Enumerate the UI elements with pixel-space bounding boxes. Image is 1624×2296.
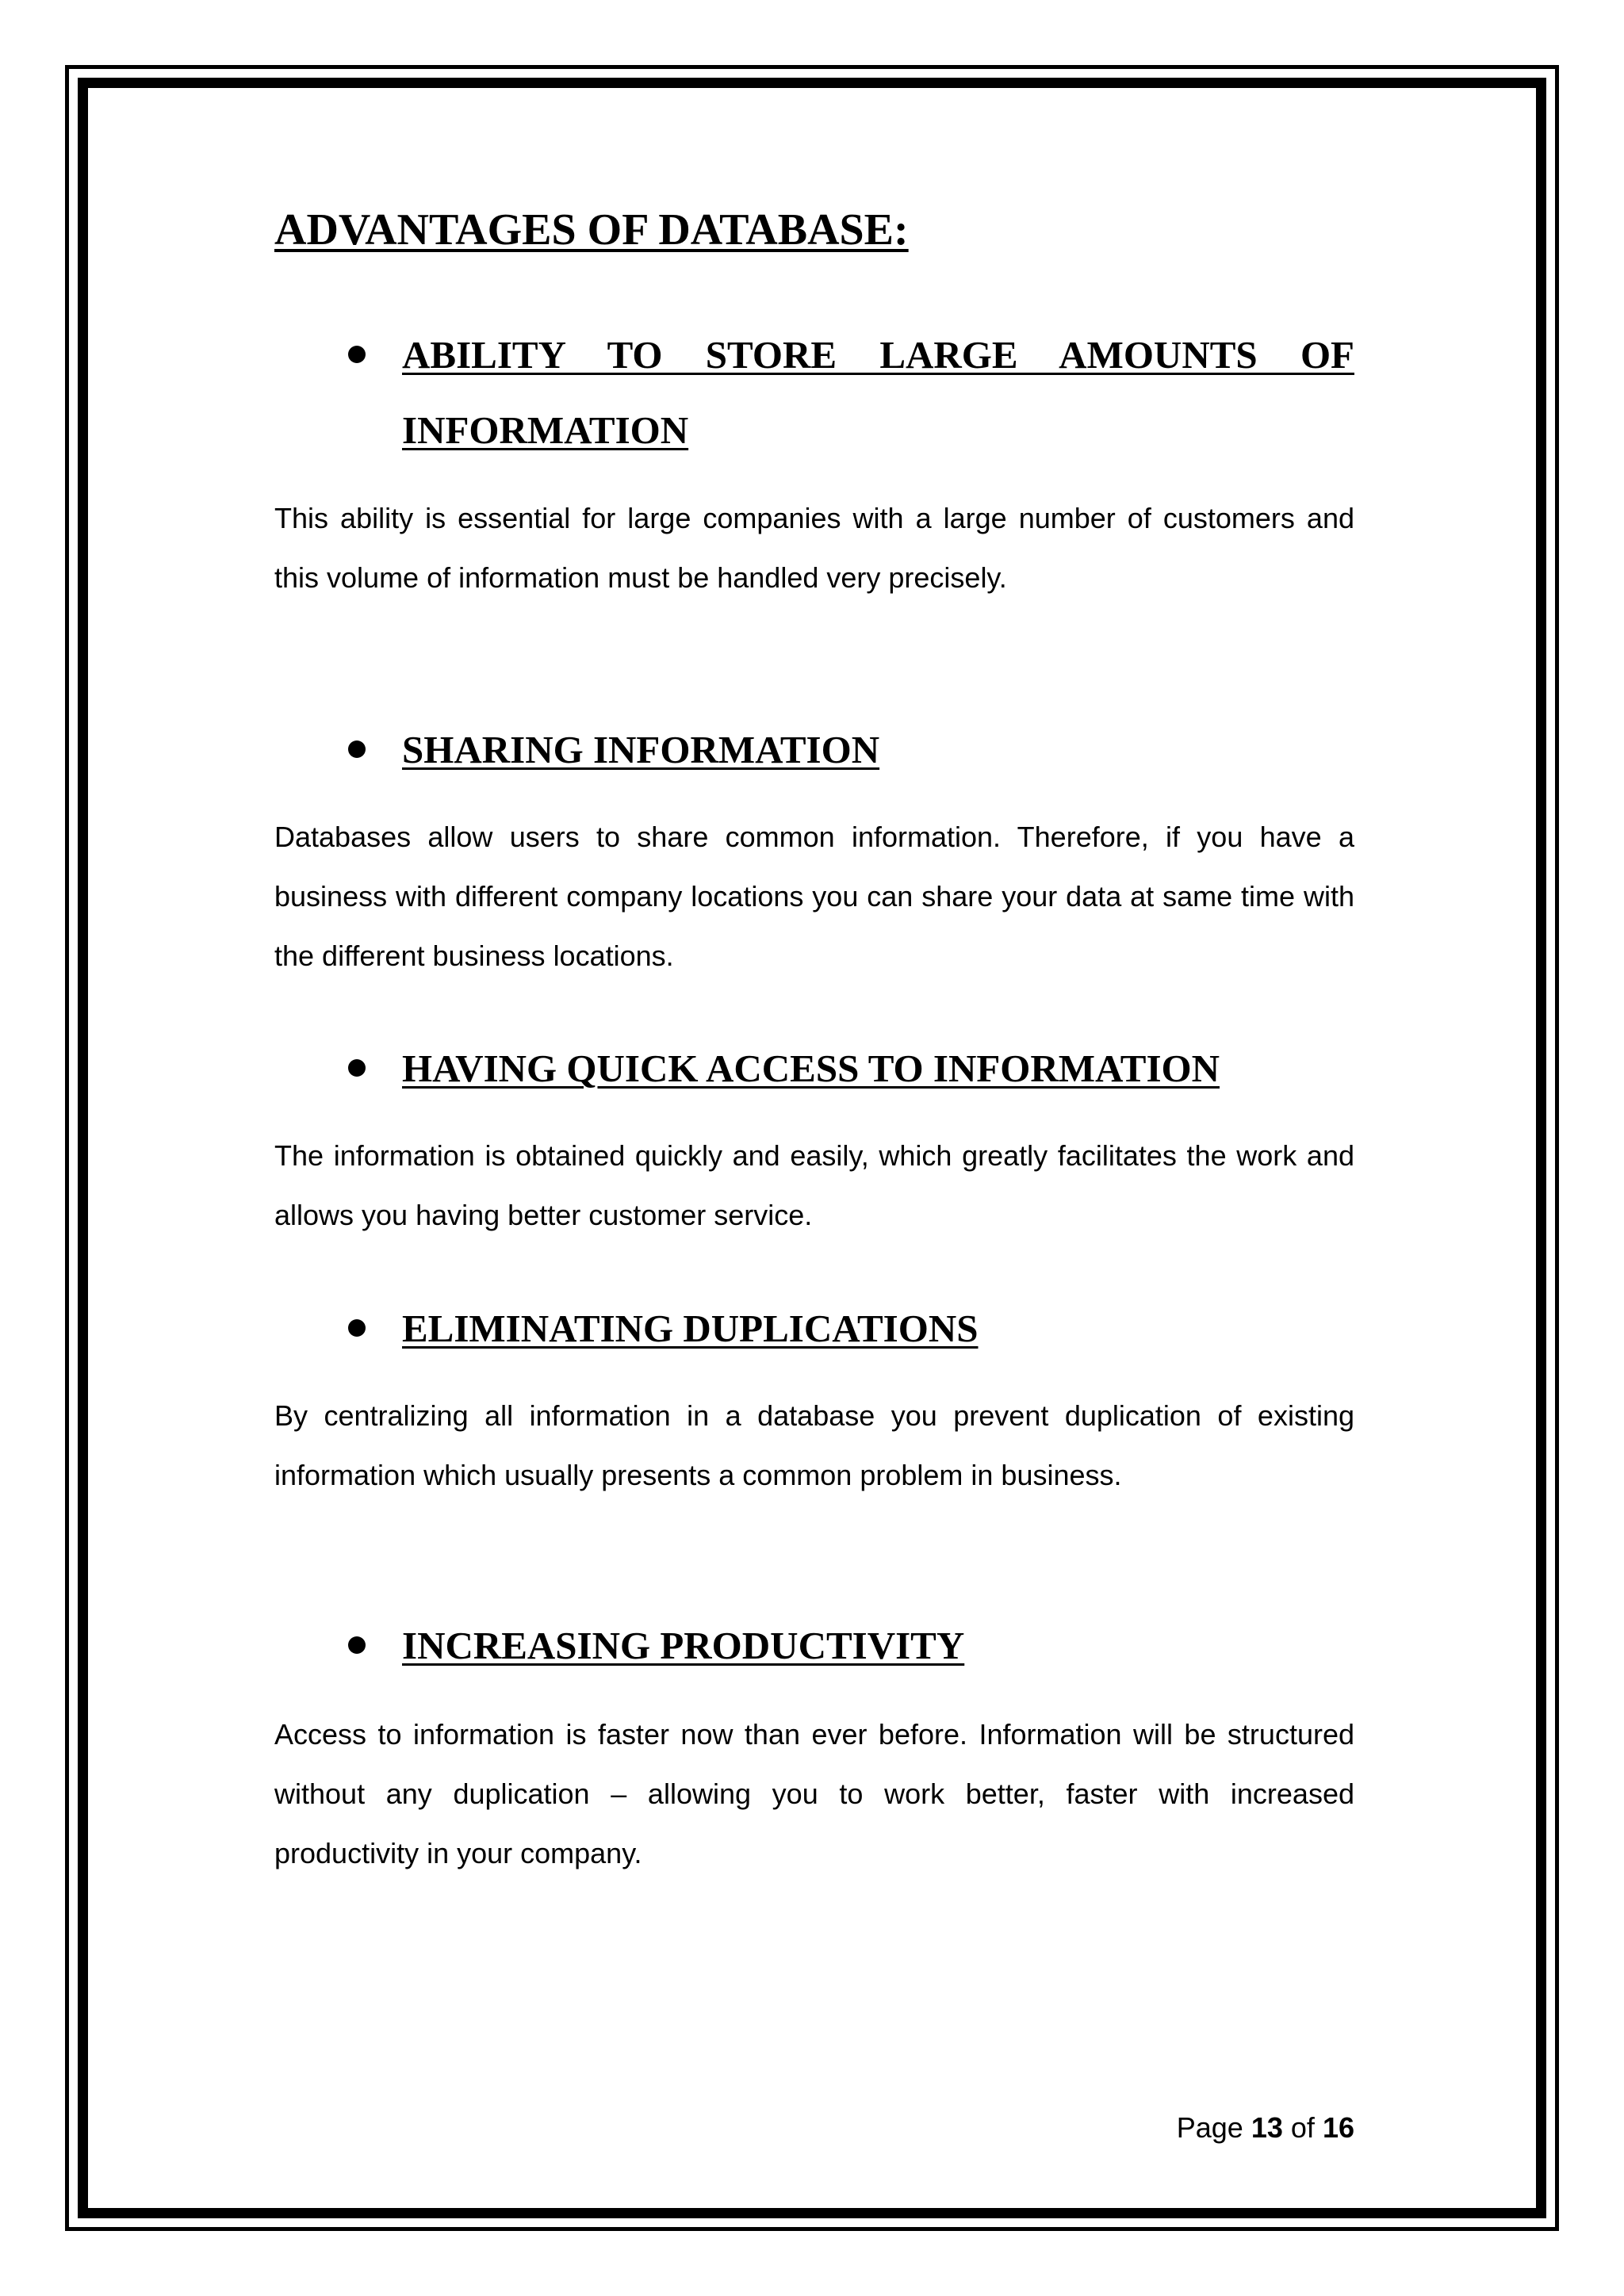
section-heading-text: SHARING INFORMATION	[402, 728, 880, 771]
section-heading-duplications	[402, 1291, 1354, 1366]
section-heading-text: ABILITY TO STORE LARGE AMOUNTS OF INFORMATION	[402, 333, 1354, 452]
section-body-sharing: Databases allow users to share common information. Therefore, if you have a business with different company locations you can share your data at same time with the different business locations.	[274, 821, 1354, 972]
section-body-duplications: By centralizing all information in a database you prevent duplication of existing information which usually presents a common problem in business.	[274, 1399, 1354, 1491]
page-number-footer	[1177, 2110, 1354, 2145]
section-heading-sharing	[402, 712, 1354, 787]
page-title: ADVANTAGES OF DATABASE:	[274, 205, 909, 254]
section-body-quick-access: The information is obtained quickly and easily, which greatly facilitates the work and allows you having better customer service.	[274, 1139, 1354, 1231]
bullet-icon	[348, 1319, 366, 1337]
section-heading-text: ELIMINATING DUPLICATIONS	[402, 1307, 979, 1350]
bullet-icon	[348, 740, 366, 758]
section-heading-storage	[402, 317, 1354, 468]
section-body-productivity: Access to information is faster now than ever before. Information will be structured without any duplication – allowing you to work better, faster with increased productivity in your company.	[274, 1718, 1354, 1869]
section-heading-quick-access	[402, 1031, 1354, 1106]
section-heading-text: HAVING QUICK ACCESS TO INFORMATION	[402, 1047, 1220, 1090]
section-heading-productivity	[402, 1608, 1354, 1683]
bullet-icon	[348, 1636, 366, 1654]
bullet-icon	[348, 346, 366, 363]
footer-page-word: Page	[1176, 2111, 1243, 2144]
bullet-icon	[348, 1059, 366, 1077]
footer-total-pages: 16	[1322, 2111, 1354, 2144]
footer-current-page: 13	[1251, 2111, 1283, 2144]
section-body-storage: This ability is essential for large companies with a large number of customers and this volume of information must be handled very precisely.	[274, 502, 1354, 594]
section-heading-text: INCREASING PRODUCTIVITY	[402, 1624, 965, 1667]
footer-of-word: of	[1290, 2111, 1315, 2144]
